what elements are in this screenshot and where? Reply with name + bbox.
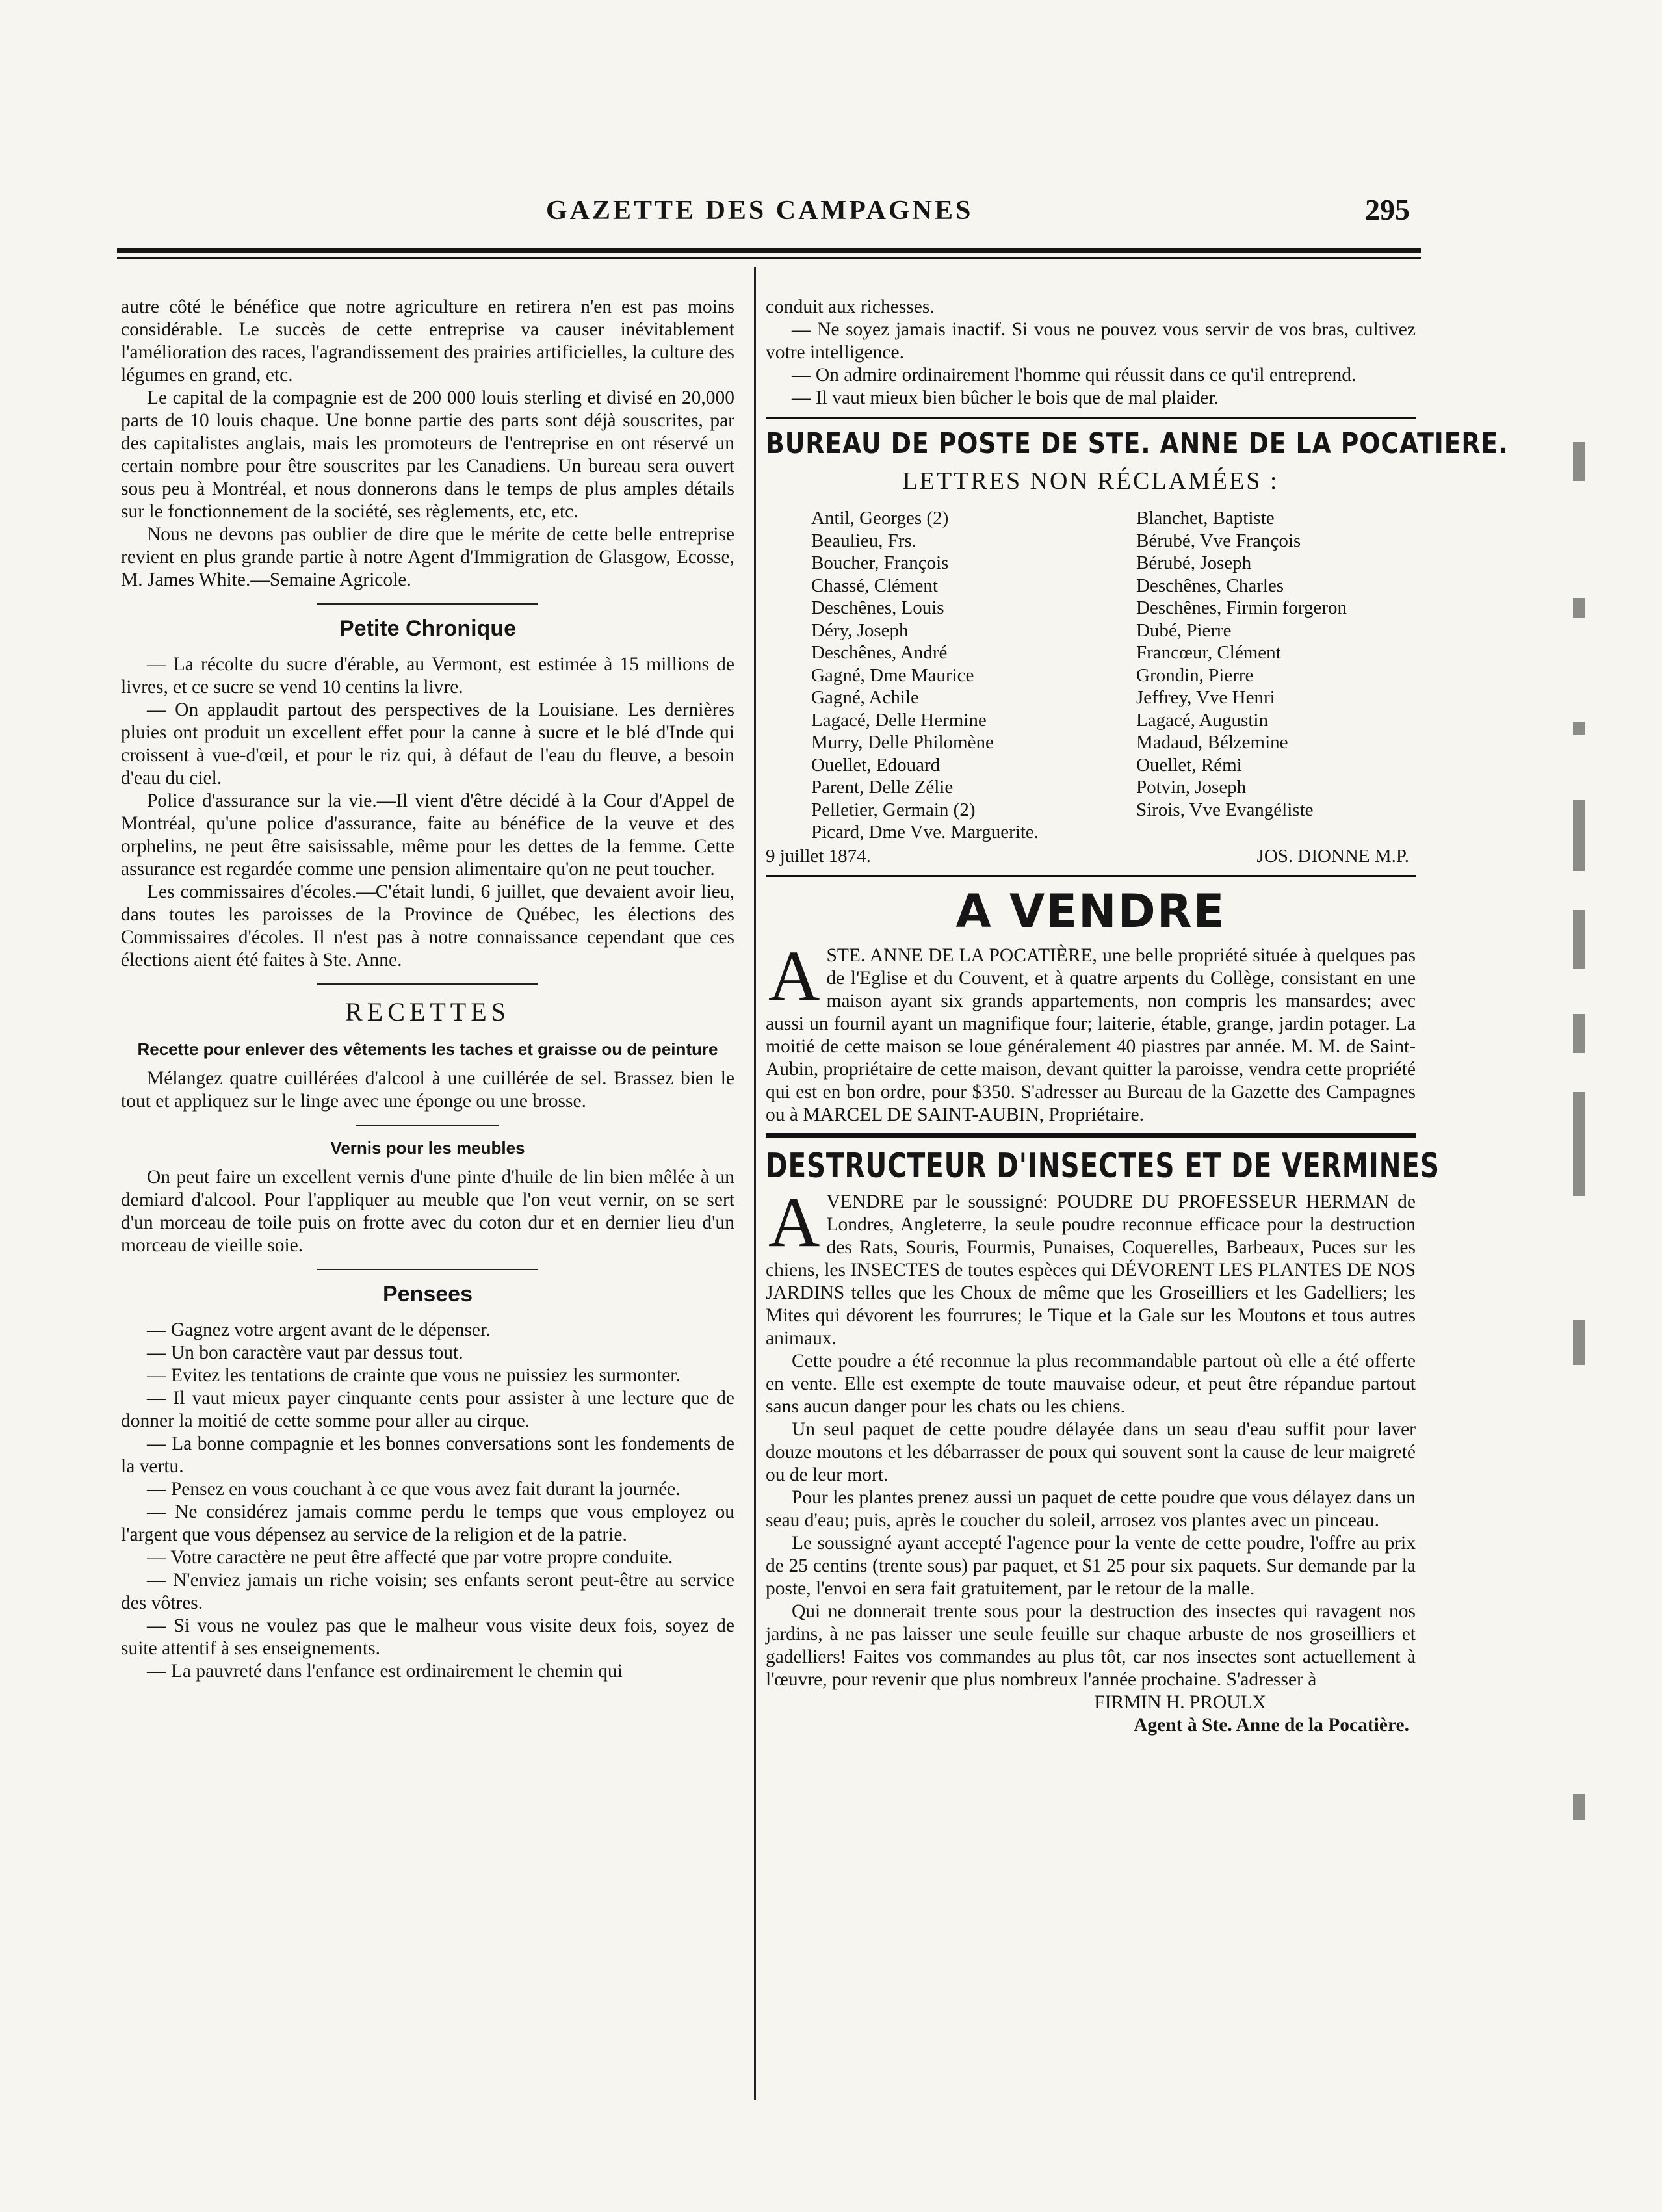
list-item: Madaud, Bélzemine [1136,732,1288,753]
pensee-item: — Evitez les tentations de crainte que vous ne puissiez les surmonter. [147,1365,681,1386]
pensee-item: — Gagnez votre argent avant de le dépenser. [147,1320,491,1340]
list-item: Deschênes, André [811,642,948,663]
margin-mark [1573,722,1585,735]
list-item: Gagné, Dme Maurice [811,664,974,686]
section-rule [317,603,538,605]
list-item: Déry, Joseph [811,619,909,641]
continued-text: — Ne soyez jamais inactif. Si vous ne pouvez vous servir de vos bras, cultivez votre intelligence. [766,319,1416,363]
list-item: Deschênes, Charles [1136,575,1284,596]
list-item: Boucher, François [811,553,949,573]
bureau-dateline [766,845,1416,867]
chronique-item: Police d'assurance sur la vie.—Il vient d'être décidé à la Cour d'Appel de Montréal, qu'une police d'assurance, faite au bénéfice de la veuve et des orphelins, ne peut être saisissable, même pour les dettes de la femme. Cette assurance est regardée comme une pension alimentaire qu'on ne peut toucher. [121,790,734,879]
section-rule [356,1125,499,1126]
list-item: Gagné, Achile [811,687,919,708]
vendre-advert [766,935,1416,1126]
chronique-item: Les commissaires d'écoles.—C'était lundi, 6 juillet, que devaient avoir lieu, dans toutes les paroisses de la Province de Québec, les élections des Commissaires d'écoles. Il n'est pas à notre connaissance cependant que ces élections aient été faites à Ste. Anne. [121,881,734,970]
pensee-item: — Pensez en vous couchant à ce que vous avez fait durant la journée. [147,1479,681,1500]
list-item: Pelletier, Germain (2) [811,799,976,820]
list-item: Bérubé, Joseph [1136,553,1252,573]
margin-mark [1573,442,1585,481]
masthead-title: GAZETTE DES CAMPAGNES [546,196,974,226]
pensee-item: — Un bon caractère vaut par dessus tout. [147,1342,463,1363]
section-rule [766,417,1416,419]
list-item: Beaulieu, Frs. [811,530,916,551]
section-rule [317,983,538,985]
list-item: Ouellet, Rémi [1136,754,1242,775]
list-item: Antil, Georges (2) [811,508,949,528]
destructeur-paragraph: Cette poudre a été reconnue la plus recommandable partout où elle a été offerte en vente. Elle est exempte de toute mauvaise odeur, et peut être répandue partout sans aucun danger pour les chats ou les chiens. [766,1350,1416,1417]
list-item: Picard, Dme Vve. Marguerite. [811,822,1039,842]
recette-subtitle: Recette pour enlever des vêtements les taches et graisse ou de peinture [137,1039,718,1059]
header-rule [117,248,1421,253]
vendre-title: A VENDRE [955,884,1226,938]
list-item: Francœur, Clément [1136,642,1281,663]
list-item: Jeffrey, Vve Henri [1136,687,1275,708]
vendre-text: STE. ANNE DE LA POCATIÈRE, une belle propriété située à quelques pas de l'Eglise et du Couvent, et à quatre arpents du Collège, consistant en une maison ayant six grands appartements, non compris les mansardes; avec aussi un fournil ayant un magnifique four; laiterie, étable, grange, jardin potager. La moitié de cette maison se loue généralement 40 piastres par année. M. M. de Saint-Aubin, propriétaire de cette maison, devant quitter la paroisse, vendra cette propriété qui est en bon ordre, pour $350. S'adresser au Bureau de la Gazette des Campagnes ou à MARCEL DE SAINT-AUBIN, Propriétaire. [766,944,1416,1125]
bureau-date: 9 juillet 1874. [766,845,871,866]
lettres-subtitle: LETTRES NON RÉCLAMÉES : [902,467,1279,495]
pensee-item: — Ne considérez jamais comme perdu le temps que vous employez ou l'argent que vous dépensez au service de la religion et de la patrie. [121,1502,734,1545]
bureau-signature: JOS. DIONNE M.P. [1256,845,1409,866]
continued-text: conduit aux richesses. [766,296,935,317]
advert-signature-title: Agent à Ste. Anne de la Pocatière. [1134,1714,1409,1736]
list-item: Grondin, Pierre [1136,664,1254,686]
list-item [1136,821,1442,844]
list-item: Blanchet, Baptiste [1136,508,1275,528]
margin-mark [1573,1092,1585,1196]
list-item: Deschênes, Firmin forgeron [1136,597,1347,618]
continued-text: — Il vaut mieux bien bûcher le bois que de mal plaider. [792,387,1219,408]
bureau-title: BUREAU DE POSTE DE STE. ANNE DE LA POCATIERE. [766,427,1509,460]
list-item: Bérubé, Vve François [1136,530,1301,551]
advert-signature-name: FIRMIN H. PROULX [1094,1691,1266,1713]
intro-paragraph: Le capital de la compagnie est de 200 000 louis sterling et divisé en 20,000 parts de 10 louis chaque. Une bonne partie des parts sont déjà souscrites, par des capitalistes anglais, mais les promoteurs de l'entreprise en ont réservé un certain nombre pour être souscrites par les Canadiens. Un bureau sera ouvert sous peu à Montréal, et nous donnerons dans le temps de plus amples détails sur le fonctionnement de la société, ses règlements, etc, etc. [121,387,734,522]
letters-list [811,507,1416,844]
list-item: Lagacé, Augustin [1136,709,1268,731]
list-item: Parent, Delle Zélie [811,777,954,798]
pensee-item: — La bonne compagnie et les bonnes conversations sont les fondements de la vertu. [121,1433,734,1477]
list-item: Murry, Delle Philomène [811,732,994,753]
column-divider [754,267,756,2100]
margin-mark [1573,1320,1585,1365]
page-number: 295 [1365,193,1410,226]
destructeur-paragraph: Pour les plantes prenez aussi un paquet de cette poudre que vous délayez dans un seau d'eau; puis, après le coucher du soleil, arrosez vos plantes avec un pinceau. [766,1487,1416,1531]
left-column [121,296,734,1683]
margin-mark [1573,1014,1585,1053]
continued-text: — On admire ordinairement l'homme qui réussit dans ce qu'il entreprend. [792,365,1357,385]
pensee-item: — Si vous ne voulez pas que le malheur vous visite deux fois, soyez de suite attentif à ses enseignements. [121,1615,734,1659]
recette-paragraph: Mélangez quatre cuillérées d'alcool à une cuillérée de sel. Brassez bien le tout et appliquez sur le linge avec une éponge ou une brosse. [121,1068,734,1112]
header-rule-thin [117,257,1421,259]
recette-subtitle: Vernis pour les meubles [330,1138,525,1158]
pensee-item: — Votre caractère ne peut être affecté que par votre propre conduite. [147,1547,673,1568]
section-rule [766,875,1416,877]
intro-paragraph: Nous ne devons pas oublier de dire que le mérite de cette belle entreprise revient en plus grande partie à notre Agent d'Immigration de Glasgow, Ecosse, M. James White.—Semaine Agricole. [121,524,734,590]
margin-mark [1573,598,1585,618]
intro-paragraph: autre côté le bénéfice que notre agriculture en retirera n'en est pas moins considérable. Le succès de cette entreprise va causer inévitablement l'amélioration des races, l'agrandissement des prairies artificielles, la culture des légumes en grand, etc. [121,296,734,385]
pensees-title: Pensees [383,1282,473,1307]
list-item: Ouellet, Edouard [811,754,941,775]
chronique-title: Petite Chronique [339,616,517,641]
destructeur-title: DESTRUCTEUR D'INSECTES ET DE VERMINES [766,1146,1440,1186]
recette-paragraph: On peut faire un excellent vernis d'une pinte d'huile de lin bien mêlée à un demiard d'alcool. Pour l'appliquer au meuble que l'on veut vernir, on se sert d'un morceau de toile puis on frotte avec du coton dur et en dernier lieu d'un morceau de vieille soie. [121,1167,734,1256]
pensee-item: — N'enviez jamais un riche voisin; ses enfants seront peut-être au service des vôtres. [121,1570,734,1613]
right-column [766,296,1509,1737]
destructeur-paragraph: Le soussigné ayant accepté l'agence pour la vente de cette poudre, l'offre au prix de 25 centins (trente sous) par paquet, et $1 25 pour six paquets. Sur demande par la poste, l'envoi en sera fait gratuitement, par le retour de la malle. [766,1532,1416,1599]
list-item: Lagacé, Delle Hermine [811,709,987,731]
destructeur-paragraph: Qui ne donnerait trente sous pour la destruction des insectes qui ravagent nos jardins, à ne pas laisser une seule feuille sur chaque arbuste de nos groseilliers et gadelliers! Faites vos commandes au plus tôt, car nos insectes sont actuellement à l'œuvre, pour revenir que plus nombreux l'année prochaine. S'adresser à [766,1600,1416,1690]
dropcap-letter: A [768,1182,820,1262]
list-item: Chassé, Clément [811,575,938,596]
pensee-item: — La pauvreté dans l'enfance est ordinairement le chemin qui [147,1661,623,1682]
section-rule [766,1133,1416,1138]
margin-mark [1573,800,1585,871]
dropcap-letter: A [768,935,820,1015]
destructeur-paragraph: Un seul paquet de cette poudre délayée dans un seau d'eau suffit pour laver douze moutons et les débarrasser de poux qui souvent sont la cause de leur maigreté ou de leur mort. [766,1418,1416,1485]
list-item: Deschênes, Louis [811,597,944,618]
chronique-item: — On applaudit partout des perspectives de la Louisiane. Les dernières pluies ont produit un excellent effet pour la canne à sucre et le blé d'Inde qui croissent à vue-d'œil, et pour le riz qui, à défaut de l'eau du fleuve, a besoin d'eau du ciel. [121,699,734,788]
list-item: Potvin, Joseph [1136,777,1247,798]
list-item: Sirois, Vve Evangéliste [1136,799,1314,820]
margin-mark [1573,910,1585,969]
margin-mark [1573,1794,1585,1820]
chronique-item: — La récolte du sucre d'érable, au Vermont, est estimée à 15 millions de livres, et ce sucre se vend 10 centins la livre. [121,654,734,697]
recettes-title: RECETTES [345,997,510,1026]
section-rule [317,1269,538,1270]
pensee-item: — Il vaut mieux payer cinquante cents pour assister à une lecture que de donner la moitié de cette somme pour aller au cirque. [121,1388,734,1431]
destructeur-advert [766,1182,1416,1737]
list-item: Dubé, Pierre [1136,619,1232,641]
destructeur-paragraph: VENDRE par le soussigné: POUDRE DU PROFESSEUR HERMAN de Londres, Angleterre, la seule poudre reconnue efficace pour la destruction des Rats, Souris, Fourmis, Punaises, Coquerelles, Barbeaux, Puces sur les chiens, les INSECTES de toutes espèces qui DÉVORENT LES PLANTES DE NOS JARDINS telles que les Choux de même que les Groseilliers et les Gadelliers; les Mites qui dévorent les fourrures; le Tique et la Gale sur les Moutons et tous autres animaux. [766,1191,1416,1349]
